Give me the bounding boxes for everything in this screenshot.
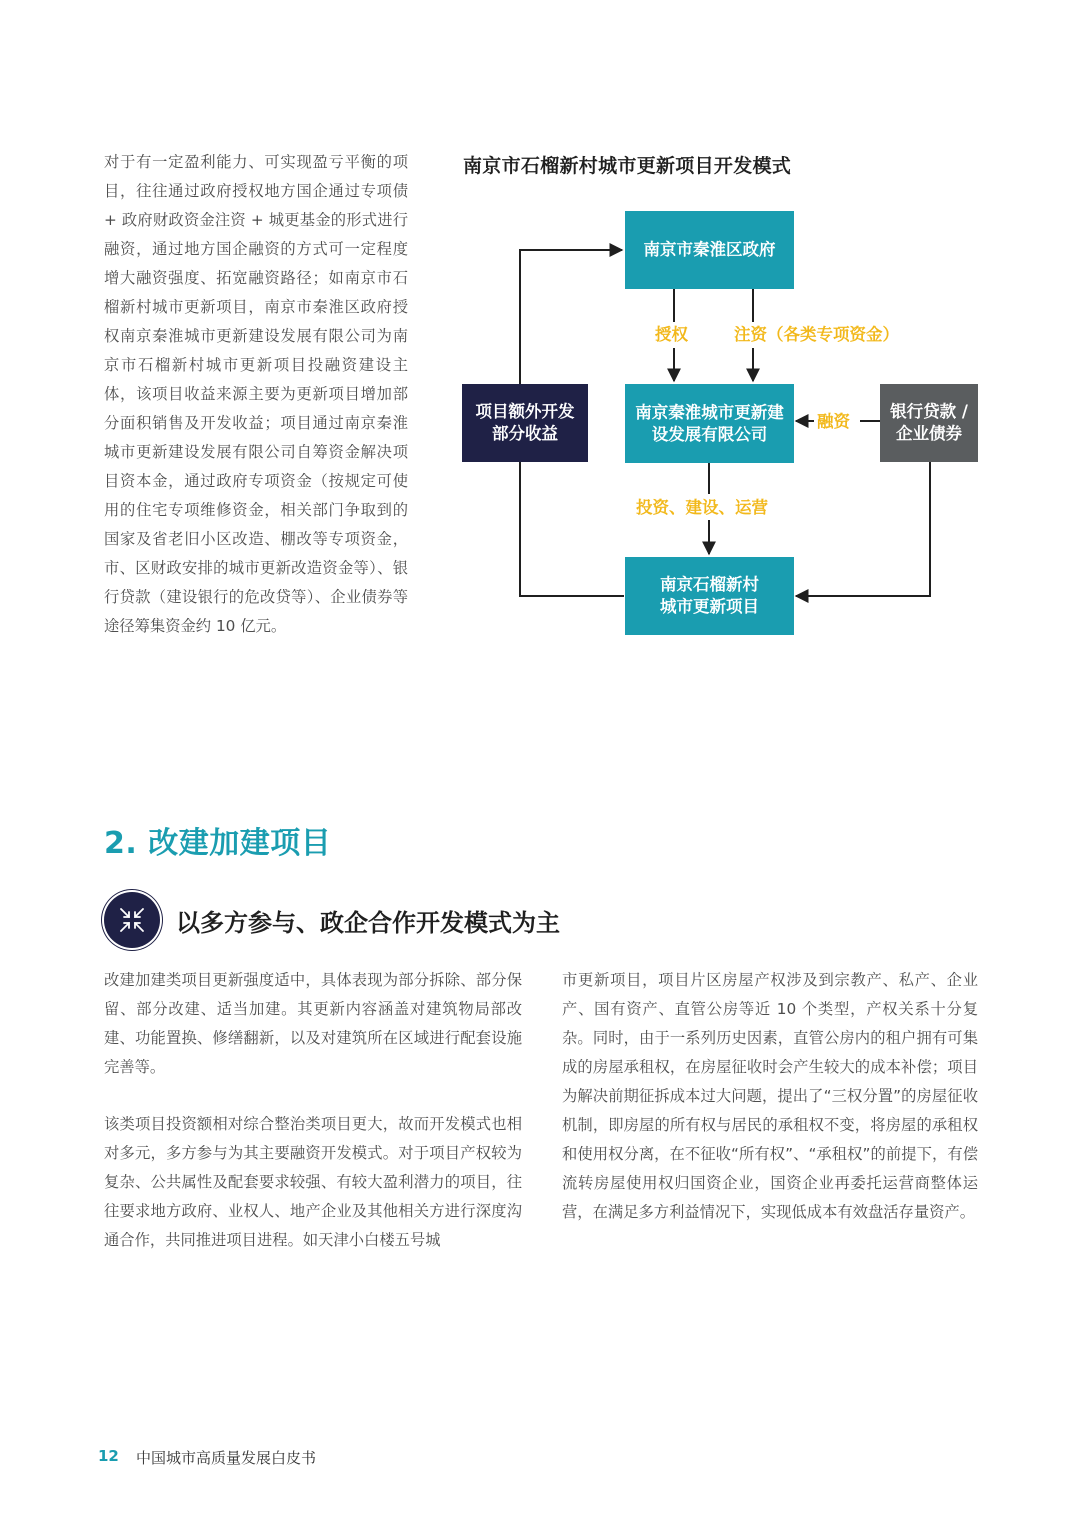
arrows-inward-icon-glyph [118, 906, 146, 934]
node-project [625, 557, 794, 635]
edge-label-financing: 融资 [817, 412, 850, 431]
node-bank [880, 384, 978, 462]
edge-bank-project [796, 462, 930, 596]
body-left-paragraph-1: 改建加建类项目更新强度适中，具体表现为部分拆除、部分保留、部分改建、适当加建。其更新内容涵盖对建筑物局部改建、功能置换、修缮翻新，以及对建筑所在区域进行配套设施完善等。 [104, 971, 522, 1076]
node-extra-revenue-label: 项目额外开发部分收益 [475, 402, 575, 443]
body-left-column [104, 966, 522, 1255]
node-government-label: 南京市秦淮区政府 [643, 240, 776, 259]
node-extra-revenue [462, 384, 588, 462]
flow-connectors [0, 0, 1080, 700]
node-government [625, 211, 794, 289]
body-right-paragraph: 市更新项目，项目片区房屋产权涉及到宗教产、私产、企业产、国有资产、直管公房等近 10 个类型，产权关系十分复杂。同时，由于一系列历史因素，直管公房内的租户拥有可集成的房屋承租权，在房屋征收时会产生较大的成本补偿；项目为解决前期征拆成本过大问题，提出了“三权分置”的房屋征收机制，即房屋的所有权与居民的承租权不变，将房屋的承租权和使用权分离，在不征收“所有权”、“承租权”的前提下，有偿流转房屋使用权归国资企业，国资企业再委托运营商整体运营，在满足多方利益情况下，实现低成本有效盘活存量资产。 [562, 971, 978, 1221]
node-project-label: 南京石榴新村城市更新项目 [660, 575, 759, 616]
section-heading: 2. 改建加建项目 [104, 826, 332, 861]
section-subheading: 以多方参与、政企合作开发模式为主 [176, 909, 560, 937]
node-company [625, 384, 794, 463]
edge-project-revenue [520, 462, 624, 596]
footer-document-title: 中国城市高质量发展白皮书 [136, 1449, 317, 1467]
edge-label-authorize: 授权 [655, 325, 688, 344]
page-number: 12 [98, 1447, 119, 1465]
node-bank-label: 银行贷款 / 企业债券 [890, 402, 968, 443]
body-left-paragraph-2: 该类项目投资额相对综合整治类项目更大，故而开发模式也相对多元，多方参与为其主要融资开发模式。对于项目产权较为复杂、公共属性及配套要求较强、有较大盈利潜力的项目，往往要求地方政府、业权人、地产企业及其他相关方进行深度沟通合作，共同推进项目进程。如天津小白楼五号城 [104, 1115, 522, 1249]
edge-label-invest: 投资、建设、运营 [636, 498, 768, 517]
intro-paragraph: 对于有一定盈利能力、可实现盈亏平衡的项目，往往通过政府授权地方国企通过专项债 + 政府财政资金注资 + 城更基金的形式进行融资，通过地方国企融资的方式可一定程度增大融资强度、拓宽融资路径；如南京市石榴新村城市更新项目，南京市秦淮区政府授权南京秦淮城市更新建设发展有限公司为南京市石榴新村城市更新项目投融资建设主体，该项目收益来源主要为更新项目增加部分面积销售及开发收益；项目通过南京秦淮城市更新建设发展有限公司自筹资金解决项目资本金，通过政府专项资金（按规定可使用的住宅专项维修资金，相关部门争取到的国家及省老旧小区改造、棚改等专项资金，市、区财政安排的城市更新改造资金等）、银行贷款（建设银行的危改贷等）、企业债券等途径筹集资金约 10 亿元。 [104, 153, 408, 635]
node-company-label: 南京秦淮城市更新建设发展有限公司 [635, 402, 784, 444]
edge-label-inject: 注资（各类专项资金） [734, 325, 899, 344]
diagram-title: 南京市石榴新村城市更新项目开发模式 [463, 155, 792, 177]
arrows-inward-icon [104, 892, 160, 948]
edge-revenue-government [520, 250, 622, 384]
paragraph-gap [104, 1082, 522, 1110]
